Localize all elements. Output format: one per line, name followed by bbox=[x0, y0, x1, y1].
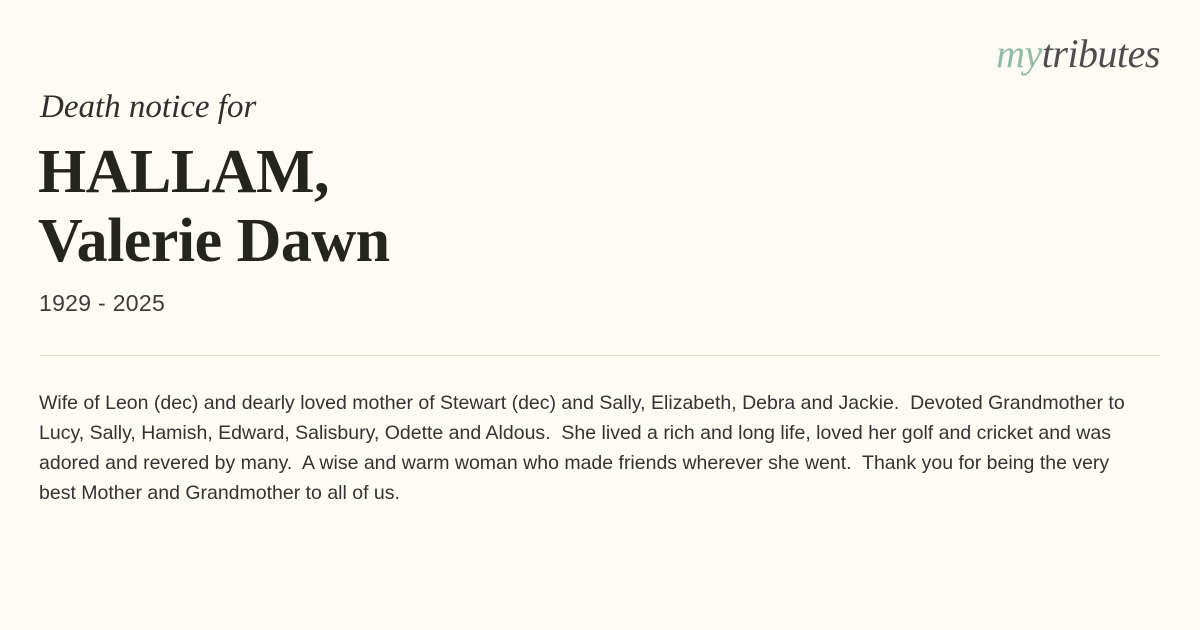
notice-kicker: Death notice for bbox=[40, 89, 257, 125]
deceased-name bbox=[38, 138, 390, 277]
logo-text-my: my bbox=[996, 31, 1042, 76]
deceased-surname: HALLAM, bbox=[38, 138, 329, 206]
mytributes-logo bbox=[996, 31, 1160, 76]
notice-body: Wife of Leon (dec) and dearly loved mother of Stewart (dec) and Sally, Elizabeth, Debra and Jackie. Devoted Grandmother to Lucy, Sally, Hamish, Edward, Salisbury, Odette and Aldous. She lived a rich and long life, loved her golf and cricket and was adored and revered by many. A wise and warm woman who made friends wherever she went. Thank you for being the very best Mother and Grandmother to all of us. bbox=[39, 392, 1131, 504]
section-divider bbox=[40, 355, 1160, 356]
logo-text-tributes: tributes bbox=[1041, 31, 1160, 76]
deceased-given-names: Valerie Dawn bbox=[38, 207, 390, 276]
life-years: 1929 - 2025 bbox=[39, 290, 166, 316]
